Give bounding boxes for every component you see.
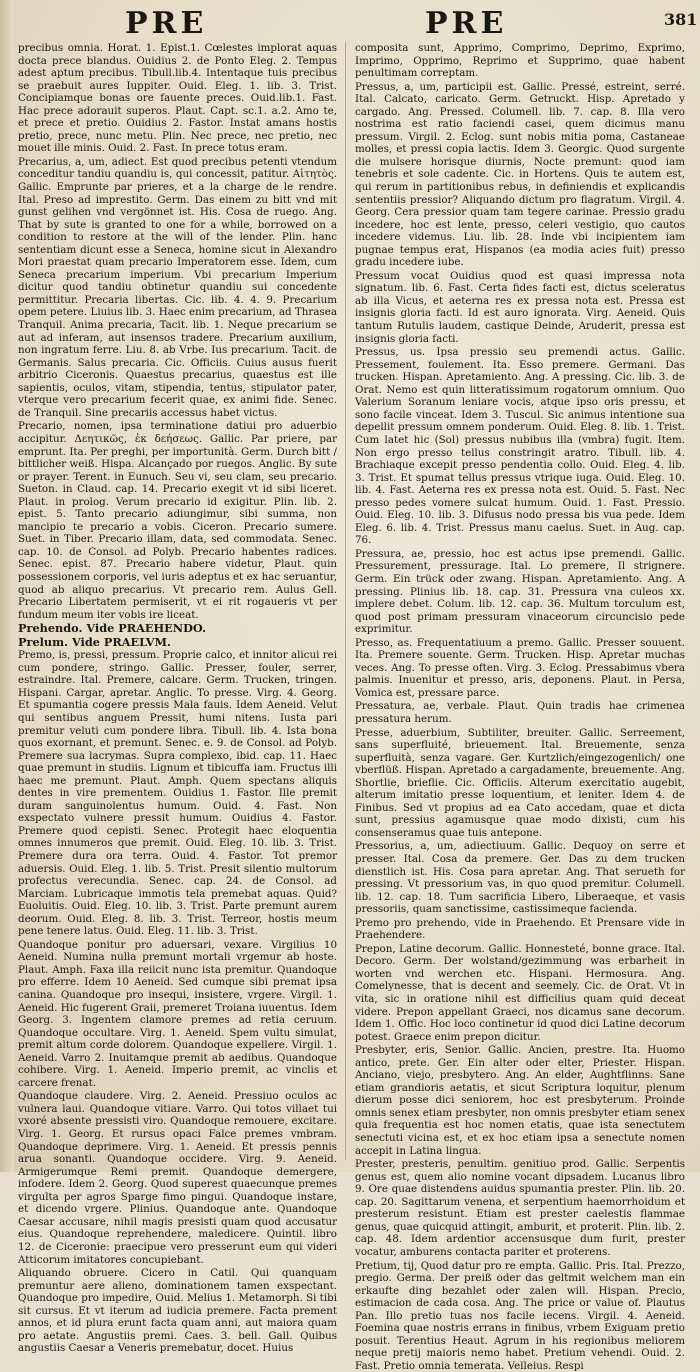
entry-precarius: Precarius, a, um, adiect. Est quod precibus petenti vtendum conceditur tandiu quandiu is, qui concessit, patitur. Αἰτητὸς. Gallic. Emprunte par prieres, et a la charge de le rendre. Ital. Preso ad imprestito. Germ. Das einem zu bitt vnd mit gunst gelihen vnd vergönnet ist. His. Cosa de ruego. Ang. That by sute is granted to one for a while, borrowed on a condition to restore at the will of the lender. Plin. hanc sententiam dicunt esse a Seneca, homine sicut in Alexandro Mori praestat quam precario Imperatorem esse. Idem, cum Seneca precarium imperium. Vbi precarium Imperium dicitur quod tandiu obtinetur quandiu sui concedente permittitur. Precaria libertas. Cic. lib. 4. 4. 9. Precarium opem petere. Liuius lib. 3. Haec enim precarium, ad Thrasea Tranquil. Anima precaria, Tacit. lib. 1. Neque precarium se aut ad inferam, aut insensos tradere. Precarium auxilium, non ingratum ferre. Liu. 8. ab Vrbe. Ius precarium. Tacit. de Germanis. Salus precaria. Cic. Officiis. Cuius ausus fuerit arbitrio Ciceronis. Quaestus precarius, quaestus est ille sapientis, oculos, vitam, stipendia, tentus, stipulator pater, vterque vero precarium fecerit quae, ex animi fide. Senec. de Tranquil. Sine precariis accessus habet victus. xyxy=(18,156,337,419)
running-head-right: PRE xyxy=(425,6,507,41)
page-gutter-shadow xyxy=(0,0,14,1172)
entry-presbyter: Presbyter, eris, Senior. Gallic. Ancien, prestre. Ita. Huomo antico, prete. Ger. Ein alter oder elter, Priester. Hispan. Anciano, viejo, presbytero. Ang. An elder, Aughtflinns. Sane etiam grandioris aetatis, et sicut Scriptura loquitur, plenum dierum posse dici seniorem, hoc est presbyterum. Proinde omnis senex etiam presbyter, non omnis presbyter etiam senex quia frequentia est hoc nomen etatis, quae ista senectutem senectuti vicina est, et ex hoc etiam ipsa a senectute nomen accepit in Latina lingua. xyxy=(355,1044,685,1157)
entry-pressus-participle: Pressus, a, um, participii est. Gallic. Pressé, estreint, serré. Ital. Calcato, caricato. Germ. Getruckt. Hisp. Apretado y cargado. Ang. Pressed. Columell. lib. 7. cap. 8. Illa vero nostrima est ratio faciendi casei, quem dicimus manu pressum. Virgil. 2. Eclog. sunt nobis mitia poma, Castaneae molles, et pressi copia lactis. Idem 3. Georgic. Quod surgente die mulsere horisque diurnis, Nocte premunt: quod iam tenebris et sole cadente. Cic. in Hortens. Quis te autem est, qui rerum in partitionibus rebus, in definiendis et explicandis sententiis pressior? Aliquando dictum pro flagratum. Virgil. 4. Georg. Cera pressior quam tam tegere carinae. Pressio gradu incedere, hoc est lente, presso, celeri vestigio, quo cautos incedere videmus. Liu. lib. 28. Inde vbi incipientem iam pugnae tempus erat, Hispanos (ea modia acies fuit) presso gradu incedere iube. xyxy=(355,81,685,269)
entry-pressus-noun: Pressus, us. Ipsa pressio seu premendi actus. Gallic. Pressement, foulement. Ita. Esso premere. Germani. Das trucken. Hispan. Apretamiento. Ang. A pressing. Cic. lib. 3. de Orat. Nemo est quin litteratissimum rogatorum omnium. Quo Valerium Soranum leniare vocis, atque ipso oris pressu, et sono facile vinceat. Idem 3. Tuscul. Sic animus intentione sua depellit pressum omnem ponderum. Ouid. Eleg. 8. lib. 1. Trist. Cum latet hic (Sol) pressus nubibus illa (vmbra) fugit. Item. Non ergo presso tellus constringit aratro. Tibull. lib. 4. Brachiaque excepit presso pendentia collo. Ouid. Eleg. 4. lib. 3. Trist. Et spumat tellus pressus vtrique iuga. Ouid. Eleg. 10. lib. 4. Fast. Aeterna res ex pressa nota est. Ouid. 5. Fast. Nec presso pedes vomere sulcat humum. Ouid. 1. Fast. Pressio. Ouid. Eleg. 10. lib. 3. Difusus nodo pressa bis vua pede. Idem Eleg. 6. lib. 4. Trist. Pressus manu caelus. Suet. in Aug. cap. 76. xyxy=(355,346,685,547)
right-column xyxy=(355,42,685,1166)
entry-premo-compounds: composita sunt, Apprimo, Comprimo, Deprimo, Exprimo, Imprimo, Opprimo, Reprimo et Supprimo, quae habent penultimam correptam. xyxy=(355,42,685,80)
entry-premo: Premo, is, pressi, pressum. Proprie calco, et innitor alicui rei cum pondere, stringo. Gallic. Presser, fouler, serrer, estraindre. Ital. Premere, calcare. Germ. Trucken, tringen. Hispani. Cargar, apretar. Anglic. To presse. Virg. 4. Georg. Et spumantia cogere pressis Mala fauis. Idem Aeneid. Velut qui sentibus anguem Pressit, humi nitens. Iusta pari premitur veluti cum pondere libra. Tibull. lib. 4. Ista bona quos exornant, et premunt. Senec. e. 9. de Consol. ad Polyb. Premere sua lacrymas. Supra complexo, ibid. cap. 11. Haec quae premunt in studiis. Lignum et tibicuffa iam. Fructus illi haec me premunt. Plaut. Amph. Quem spectans aliquis dentes in vire prementem. Ouidius 1. Fastor. Ille premit duram sanguinolentus humum. Ouid. 4. Fast. Non exspectato vulnere pressit humum. Ouidius 4. Fastor. Premere quod cepisti. Senec. Protegit haec eloquentia omnes innumeros que premit. Ouid. Eleg. 10. lib. 3. Trist. Premere dura ora terra. Ouid. 4. Fastor. Tot premor aduersis. Ouid. Eleg. 1. lib. 5. Trist. Presit silentio multorum profectus verecundia. Senec. cap. 24. de Consol. ad Marciam. Lubricaque immotis tela premebat aquas. Quid? Euoluitis. Ouid. Eleg. 10. lib. 3. Trist. Parte premunt aurem deorum. Ouid. Eleg. 8. lib. 3. Trist. Terreor, hostis meum pene tenere latus. Ouid. Eleg. 11. lib. 3. Trist. xyxy=(18,649,337,938)
entry-precario: Precario, nomen, ipsa terminatione datiui pro aduerbio accipitur. Δεητικῶς, ἐκ δεήσεως. Gallic. Par priere, par emprunt. Ita. Per preghi, per importunità. Germ. Durch bitt / bittlicher weiß. Hispa. Alcançado por ruegos. Anglic. By sute or prayer. Terent. in Eunuch. Seu vi, seu clam, seu precario. Sueton. in Claud. cap. 14. Precario exegit vt id sibi liceret. Plaut. in prolog. Verum precario id exigitur. Plin. lib. 2. epist. 5. Tanto precario adiungimur, sibi summa, non mancipio te precario a vobis. Ciceron. Precario sumere. Suet. in Tiber. Precario illam, data, sed commodata. Senec. cap. 10. de Consol. ad Polyb. Precario habentes radices. Senec. epist. 87. Precario habere videtur, Plaut. quin possessionem corporis, vel iuris adeptus et ex hac seruantur, quod ab aliquo precarius. Vt precario rem. Aulus Gell. Precario Libertatem permiserit, vt ei rit rogaueris vt per fundum meum iter vobis ire liceat. xyxy=(18,420,337,621)
entry-pretium: Pretium, tij, Quod datur pro re empta. Gallic. Pris. Ital. Prezzo, pregio. Germa. Der preiß oder das geltmit welchem man ein erkaufte ding bezahlet oder zalen will. Hispan. Precio, estimacion de cada cosa. Ang. The price or value of. Plautus Pan. Illo pretio tuas nos facile iecens. Virgil. 4. Aeneid. Foemina quae nostris errans in finibus, vrbem Exiguam pretio posuit. Terentius Heaut. Agrum in his regionibus meliorem neque pretij maioris nemo habet. Pretium vehendi. Ouid. 2. Fast. Pretio omnia temerata. Velleius. Respi xyxy=(355,1260,685,1372)
entry-prepon: Prepon, Latine decorum. Gallic. Honnesteté, bonne grace. Ital. Decoro. Germ. Der wolstand/gezimmung was erbarheit in worten vnd werchen etc. Hispani. Hermosura. Ang. Comelynesse, that is decent and seemely. Cic. de Orat. Vt in vita, sic in oratione nihil est difficilius quam quid deceat videre. Prepon appellant Graeci, nos dicamus sane decorum. Idem 1. Offic. Hoc loco continetur id quod dici Latine decorum potest. Graece enim prepon dicitur. xyxy=(355,943,685,1043)
page-number: 381 xyxy=(664,10,697,29)
column-divider xyxy=(345,42,346,1160)
entry-pressura: Pressura, ae, pressio, hoc est actus ipse premendi. Gallic. Pressurement, pressurage. Ital. Lo premere, Il strignere. Germ. Ein trück oder zwang. Hispan. Apretamiento. Ang. A pressing. Plinius lib. 18. cap. 31. Pressura vna culeos xx. implere debet. Colum. lib. 12. cap. 36. Multum torculum est, quod post primam pressuram vinaceorum circuncisio pede exprimitur. xyxy=(355,548,685,636)
entry-prester: Prester, presteris, penultim. genitiuo prod. Gallic. Serpentis genus est, quem alio nomine vocant dipsadem. Lucanus libro 9. Ore quae distendens auidus spumantia prester. Plin. lib. 20. cap. 20. Sagittarum venena, et serpentium haemorrhoidum et presterum resistunt. Etiam est prester caelestis flammae genus, quae quicquid attingit, amburit, et proterit. Plin. lib. 2. cap. 48. Idem ardentior accensusque dum furit, prester vocatur, amburens contacta pariter et proterens. xyxy=(355,1158,685,1258)
running-head-left: PRE xyxy=(125,6,207,41)
entry-premo-senses-2: Quandoque claudere. Virg. 2. Aeneid. Pressiuo oculos ac vulnera laui. Quandoque vitiare. Varro. Qui totos villaet tui vxoré absente pressisti viro. Quandoque remouere, excitare. Virg. 1. Georg. Et rursus opaci Falce premes vmbram. Quandoque deprimere. Virg. 1. Aeneid. Et pressis pennis arua sonanti. Quandoque occidere. Virg. 9. Aeneid. Armigerumque Remi premit. Quandoque demergere, infodere. Idem 2. Georg. Quod superest quaecunque premes virgulta per agros Sparge fimo pingui. Quandoque instare, et dicendo vrgere. Plinius. Quandoque ante. Quandoque Caesar accusare, nihil magis presisti quam quod accusatur eius. Quandoque reprehendere, maledicere. Quintil. libro 12. de Ciceronie: praecipue vero presserunt eum qui videri Atticorum imitatores concupiebant. xyxy=(18,1090,337,1266)
entry-premo-senses-1: Quandoque ponitur pro aduersari, vexare. Virgilius 10 Aeneid. Numina nulla premunt mortali vrgemur ab hoste. Plaut. Amph. Faxa illa reiicit nunc ista premitur. Quandoque pro efferre. Idem 10 Aeneid. Sed cumque sibi premat ipsa canina. Quandoque pro insequi, insistere, vrgere. Virgil. 1. Aeneid. Hic fugerent Graii, premeret Troiana iuuentus. Idem Georg. 3. Ingentem clamore premes ad retia ceruum. Quandoque occultare. Virg. 1. Aeneid. Spem vultu simulat, premit altum corde dolorem. Quandoque expellere. Virgil. 1. Aeneid. Varro 2. Inuitamque premit ab aedibus. Quandoque cohibere. Virg. 1. Aeneid. Imperio premit, ac vinclis et carcere frenat. xyxy=(18,939,337,1090)
entry-pressorius: Pressorius, a, um, adiectiuum. Gallic. Dequoy on serre et presser. Ital. Cosa da premere. Ger. Das zu dem trucken dienstlich ist. His. Cosa para apretar. Ang. That serueth for pressing. Vt pressorium vas, in quo quod premitur. Columell. lib. 12. cap. 18. Tum sacrificia Libero, Liberaeque, et vasis pressoriis, quam sanctissime, castissimeque facienda. xyxy=(355,840,685,915)
entry-preces-continued: precibus omnia. Horat. 1. Epist.1. Cœlestes implorat aquas docta prece blandus. Ouidius 2. de Ponto Eleg. 2. Tempus adest aptum precibus. Tibull.lib.4. Intentaque tuis precibus se praebuit aures Iuppiter. Ouid. Eleg. 1. lib. 3. Trist. Concipiamque bonas ore fauente preces. Ouid.lib.1. Fast. Hac prece adorauit superos. Plaut. Capt. sc.1. a.2. Amo te, et prece et pretio. Ouidius 2. Fastor. Instat amans hostis pretio, prece, nunc metu. Plin. Nec prece, nec pretio, nec mouet ille minis. Ouid. 2. Fast. In prece totus eram. xyxy=(18,42,337,155)
entry-pressum: Pressum vocat Ouidius quod est quasi impressa nota signatum. lib. 6. Fast. Certa fides facti est, dictus sceleratus ab illa Vicus, et aeterna res ex pressa nota est. Pressa est insignis gloria facti. Id est auro ignorata. Virg. Aeneid. Quis tantum Rutulis laudem, castique Deinde, Aruderit, pressa est insignis gloria facti. xyxy=(355,270,685,345)
entry-premo-prehendo: Premo pro prehendo, vide in Praehendo. Et Prensare vide in Praehendere. xyxy=(355,917,685,942)
entry-premo-senses-3: Aliquando obruere. Cicero in Catil. Qui quanquam premuntur aere alieno, dominationem tamen exspectant. Quandoque pro impedire, Ouid. Melius 1. Metamorph. Si tibi sit cursus. Et vt iterum ad iudicia premere. Facta prement annos, et id plura erunt facta quam anni, aut maiora quam pro aetate. Angustiis premi. Caes. 3. bell. Gall. Quibus angustiis Caesar a Veneris premebatur, docet. Huius xyxy=(18,1267,337,1355)
entry-prehendo: Prehendo. Vide PRAEHENDO. xyxy=(18,622,337,635)
entry-prelum: Prelum. Vide PRAELVM. xyxy=(18,636,337,649)
entry-pressatura: Pressatura, ae, verbale. Plaut. Quin tradis hae crimenea pressatura herum. xyxy=(355,700,685,725)
entry-presse: Presse, aduerbium, Subtiliter, breuiter. Gallic. Serreement, sans superfluité, brieuement. Ital. Breuemente, senza superfluità, senza vagare. Ger. Kurtzlich/eingezogenlich/ one vberflüß. Hispan. Apretado a cargadamente, breuemente. Ang. Shortlie, brieflie. Cic. Officiis. Alterum exercitatio augebit, alterum imitatio presse loquentium, et leniter. Idem 4. de Finibus. Sed vt propius ad ea Cato accedam, quae et dicta sunt, pressius agamusque quae modo dixisti, cum his consenseramus quae tuis antepone. xyxy=(355,727,685,840)
left-column xyxy=(18,42,337,1166)
entry-presso: Presso, as. Frequentatiuum a premo. Gallic. Presser souuent. Ita. Premere souente. Germ. Trucken. Hisp. Apretar muchas veces. Ang. To presse often. Virg. 3. Eclog. Pressabimus vbera palmis. Inuenitur et presso, aris, deponens. Plaut. in Persa, Vomica est, pressare parce. xyxy=(355,637,685,700)
